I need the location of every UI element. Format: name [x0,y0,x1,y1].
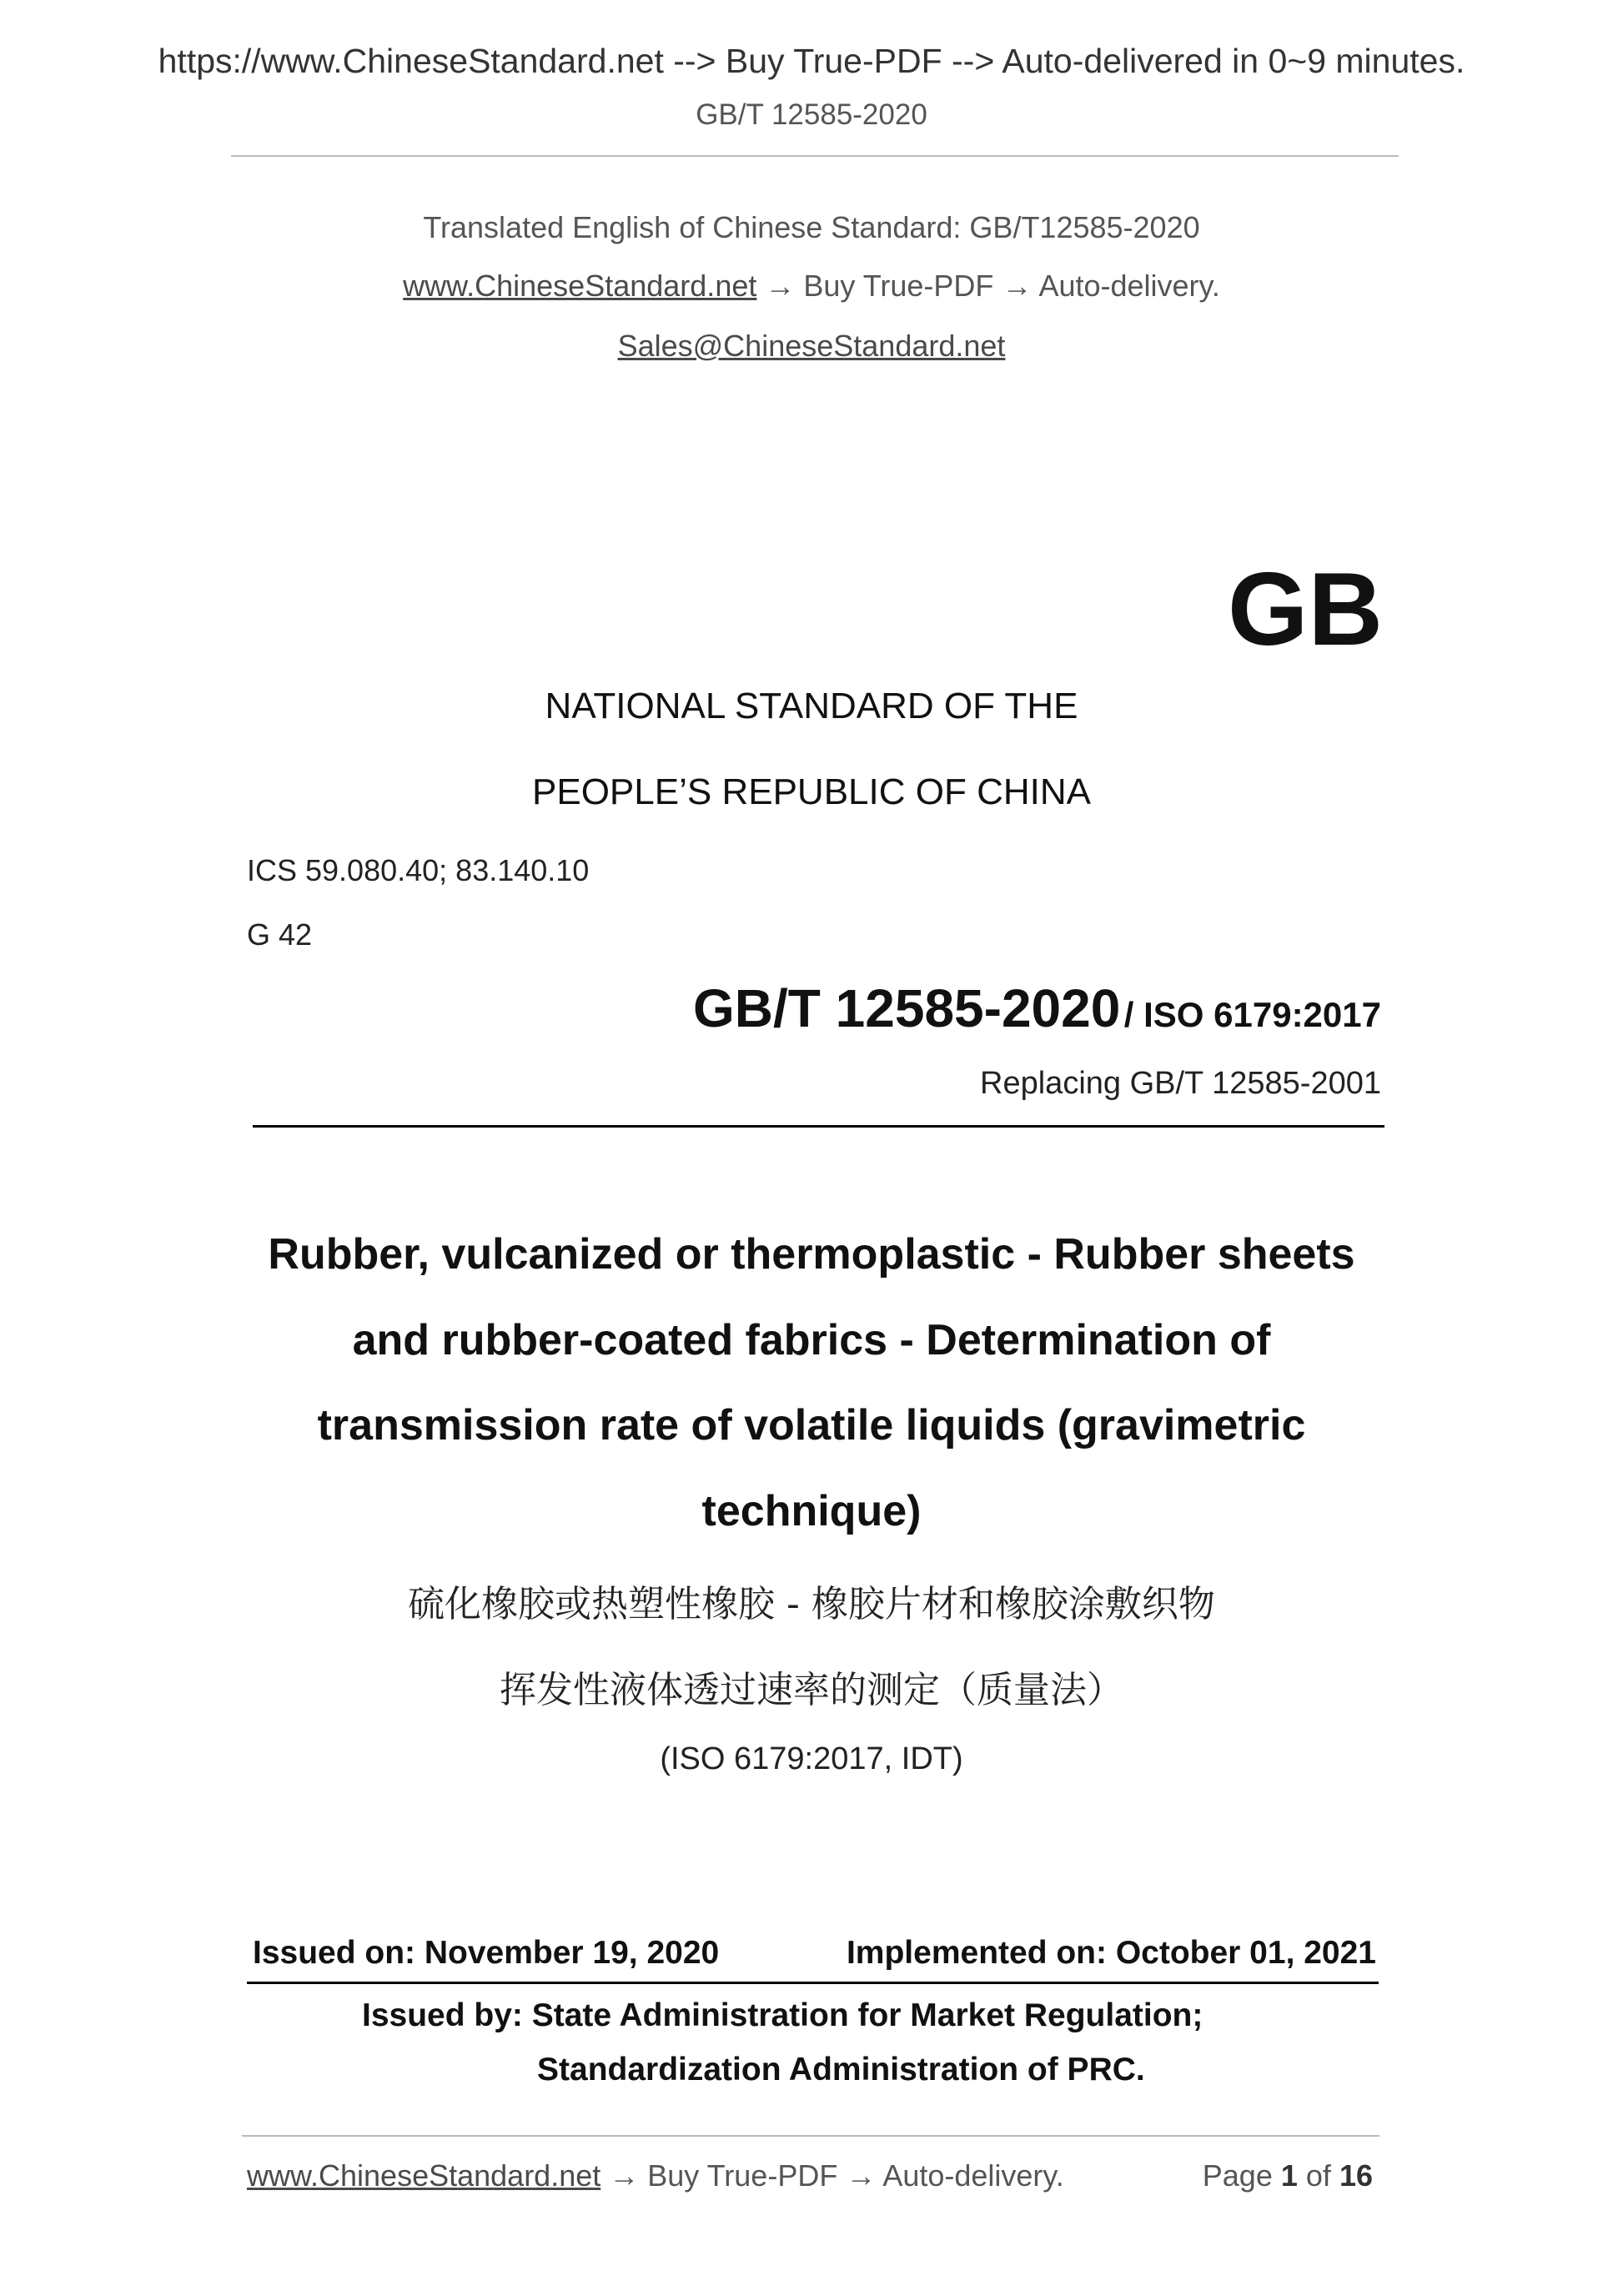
footer-divider [242,2135,1379,2137]
issued-by-line2: Standardization Administration of PRC. [537,2052,1145,2088]
translated-notice: Translated English of Chinese Standard: GB/T12585-2020 [423,210,1200,244]
delivery-text: → Buy True-PDF → Auto-delivery. [756,269,1220,303]
page-current: 1 [1280,2158,1298,2193]
title-en-line3: transmission rate of volatile liquids (gravimetric [317,1401,1306,1449]
page-total: 16 [1339,2158,1373,2193]
standard-iso-number: / ISO 6179:2017 [1123,995,1381,1034]
sales-line [0,329,1623,364]
title-en-line4: technique) [701,1487,922,1535]
national-standard-line1: NATIONAL STANDARD OF THE [545,686,1078,726]
national-standard-line2: PEOPLE’S REPUBLIC OF CHINA [532,771,1091,812]
footer-site-link[interactable]: www.ChineseStandard.net [247,2158,601,2193]
title-divider [253,1125,1384,1128]
title-cn-line1: 硫化橡胶或热塑性橡胶 - 橡胶片材和橡胶涂敷织物 [408,1583,1215,1625]
adoption-note: (ISO 6179:2017, IDT) [660,1741,963,1776]
site-link[interactable]: www.ChineseStandard.net [403,269,757,303]
page-of: of [1305,2158,1331,2193]
page-label: Page [1202,2158,1273,2193]
footer-delivery-line [247,2158,1064,2193]
top-banner: https://www.ChineseStandard.net --> Buy True-PDF --> Auto-delivered in 0~9 minutes. [158,42,1465,80]
title-en-line2: and rubber-coated fabrics - Determination of [352,1316,1271,1364]
header-divider [231,155,1399,157]
replacing-standard: Replacing GB/T 12585-2001 [980,1066,1381,1101]
header-standard-code: GB/T 12585-2020 [696,98,927,131]
standard-main-number: GB/T 12585-2020 [693,978,1121,1038]
footer-delivery-text: → Buy True-PDF → Auto-delivery. [600,2158,1064,2193]
title-cn-line2: 挥发性液体透过速率的测定（质量法） [500,1669,1123,1711]
issue-divider [247,1982,1379,1984]
ccs-code: G 42 [247,917,313,952]
ics-code: ICS 59.080.40; 83.140.10 [247,853,590,887]
standard-number [693,977,1381,1039]
title-en-line1: Rubber, vulcanized or thermoplastic - Rubber sheets [268,1230,1355,1279]
page-indicator [1203,2158,1373,2193]
implemented-on-date: Implemented on: October 01, 2021 [846,1935,1376,1971]
gb-logo: GB [1228,552,1383,667]
issued-on-date: Issued on: November 19, 2020 [253,1935,720,1971]
issued-by-line1: Issued by: State Administration for Market Regulation; [362,1997,1203,2033]
sales-email-link[interactable]: Sales@ChineseStandard.net [617,329,1006,363]
delivery-line [0,269,1623,304]
